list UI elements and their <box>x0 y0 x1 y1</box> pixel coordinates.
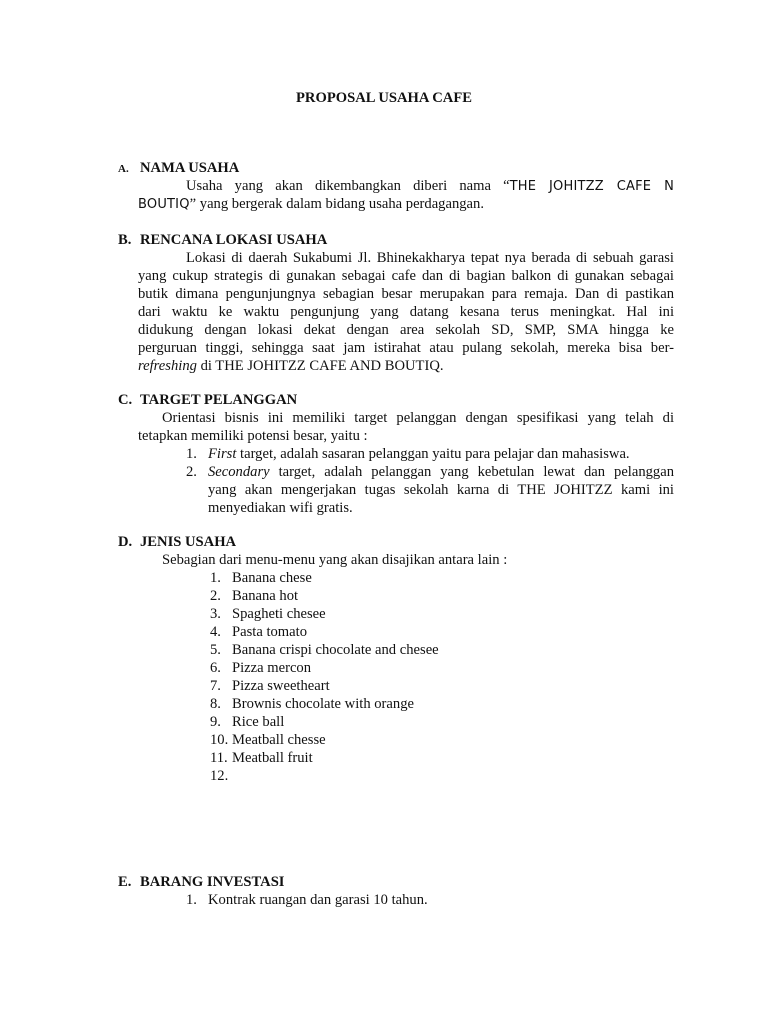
section-a-line-2-mono: BOUTIQ <box>138 197 190 212</box>
menu-item-label: Pizza sweetheart <box>232 678 330 694</box>
menu-item <box>210 696 414 713</box>
list-item-continuation: yang akan mengerjakan tugas sekolah karna di THE JOHITZZ kami ini <box>208 482 674 498</box>
list-item-text: Kontrak ruangan dan garasi 10 tahun. <box>208 892 428 908</box>
section-b-heading <box>118 232 327 249</box>
menu-item-number: 9. <box>210 714 221 730</box>
menu-item-number: 1. <box>210 570 221 586</box>
section-b-line-7 <box>138 358 444 375</box>
menu-item <box>210 768 232 785</box>
section-e-title: BARANG INVESTASI <box>140 874 285 890</box>
section-b-line-3: butik dimana pengunjungnya sebagian besar merupakan para remaja. Dan di pastikan <box>138 286 674 302</box>
list-item-italic: First <box>208 446 237 462</box>
menu-item <box>210 606 326 623</box>
section-d-intro: Sebagian dari menu-menu yang akan disajikan antara lain : <box>162 552 508 568</box>
list-item <box>186 446 630 463</box>
section-c-intro-2: tetapkan memiliki potensi besar, yaitu : <box>138 428 368 444</box>
menu-item-label: Banana chese <box>232 570 312 586</box>
section-a-title: NAMA USAHA <box>140 160 240 176</box>
section-a-line-1-mono: THE JOHITZZ CAFE N <box>509 179 674 194</box>
menu-item-label: Pasta tomato <box>232 624 307 640</box>
menu-item <box>210 660 311 677</box>
section-a-line-1-text: Usaha yang akan dikembangkan diberi nama “ <box>186 178 510 194</box>
section-b-line-7-text: di THE JOHITZZ CAFE AND BOUTIQ. <box>196 358 444 374</box>
section-b-line-5: didukung dengan lokasi dekat dengan area sekolah SD, SMP, SMA hingga ke <box>138 322 674 338</box>
menu-item <box>210 624 307 641</box>
menu-item-number: 7. <box>210 678 221 694</box>
section-b-italic: refreshing <box>138 358 197 374</box>
menu-item <box>210 750 313 767</box>
list-item <box>208 464 674 481</box>
section-d-title: JENIS USAHA <box>140 534 237 550</box>
section-b-line-1: Lokasi di daerah Sukabumi Jl. Bhinekakharya tepat nya berada di sebuah garasi <box>186 250 674 266</box>
list-item-continuation: menyediakan wifi gratis. <box>208 500 353 516</box>
page-title: PROPOSAL USAHA CAFE <box>296 90 472 106</box>
menu-item-number: 8. <box>210 696 221 712</box>
menu-item-number: 3. <box>210 606 221 622</box>
menu-item-label: Banana crispi chocolate and chesee <box>232 642 439 658</box>
list-item-number: 1. <box>186 892 197 908</box>
section-e-letter: E. <box>118 874 132 890</box>
list-item-number-2: 2. <box>186 464 197 480</box>
menu-item-label: Meatball fruit <box>232 750 313 766</box>
section-e-heading <box>118 874 284 891</box>
section-a-line-1 <box>186 178 674 195</box>
menu-item <box>210 588 298 605</box>
menu-item <box>210 678 330 695</box>
section-a-line-2 <box>138 196 484 213</box>
section-b-line-2: yang cukup strategis di gunakan sebagai cafe dan di bagian balkon di gunakan sebagai <box>138 268 674 284</box>
section-c-title: TARGET PELANGGAN <box>140 392 298 408</box>
menu-item-number: 4. <box>210 624 221 640</box>
list-item-italic: Secondary <box>208 464 270 480</box>
menu-item-label: Meatball chesse <box>232 732 326 748</box>
section-b-line-6: perguruan tinggi, sehingga saat jam istirahat atau pulang sekolah, mereka bisa ber- <box>138 340 674 356</box>
menu-item <box>210 570 312 587</box>
menu-item-number: 6. <box>210 660 221 676</box>
menu-item <box>210 732 326 749</box>
section-a-heading <box>118 160 239 177</box>
section-d-heading <box>118 534 236 551</box>
menu-item-number: 11. <box>210 750 228 766</box>
menu-item <box>210 642 439 659</box>
section-c-letter: C. <box>118 392 133 408</box>
section-b-line-4: dari waktu ke waktu pengunjung yang datang kesana terus meningkat. Hal ini <box>138 304 674 320</box>
section-a-letter: A. <box>118 163 129 175</box>
menu-item-label: Pizza mercon <box>232 660 312 676</box>
menu-item-label: Brownis chocolate with orange <box>232 696 414 712</box>
section-a-line-2-text: ” yang bergerak dalam bidang usaha perdagangan. <box>189 196 484 212</box>
menu-item-number: 10. <box>210 732 229 748</box>
section-d-letter: D. <box>118 534 133 550</box>
section-c-heading <box>118 392 297 409</box>
list-item <box>186 892 428 909</box>
list-item-text: target, adalah pelanggan yang kebetulan lewat dan pelanggan <box>269 464 674 480</box>
section-b-letter: B. <box>118 232 132 248</box>
menu-item <box>210 714 284 731</box>
menu-item-number: 5. <box>210 642 221 658</box>
menu-item-label: Spagheti chesee <box>232 606 326 622</box>
menu-item-number: 2. <box>210 588 221 604</box>
section-c-intro-1: Orientasi bisnis ini memiliki target pelanggan dengan spesifikasi yang telah di <box>162 410 674 426</box>
section-b-title: RENCANA LOKASI USAHA <box>140 232 328 248</box>
list-item-number: 1. <box>186 446 197 462</box>
menu-item-label: Banana hot <box>232 588 299 604</box>
list-item-text: target, adalah sasaran pelanggan yaitu para pelajar dan mahasiswa. <box>236 446 630 462</box>
menu-item-number: 12. <box>210 768 229 784</box>
menu-item-label: Rice ball <box>232 714 285 730</box>
